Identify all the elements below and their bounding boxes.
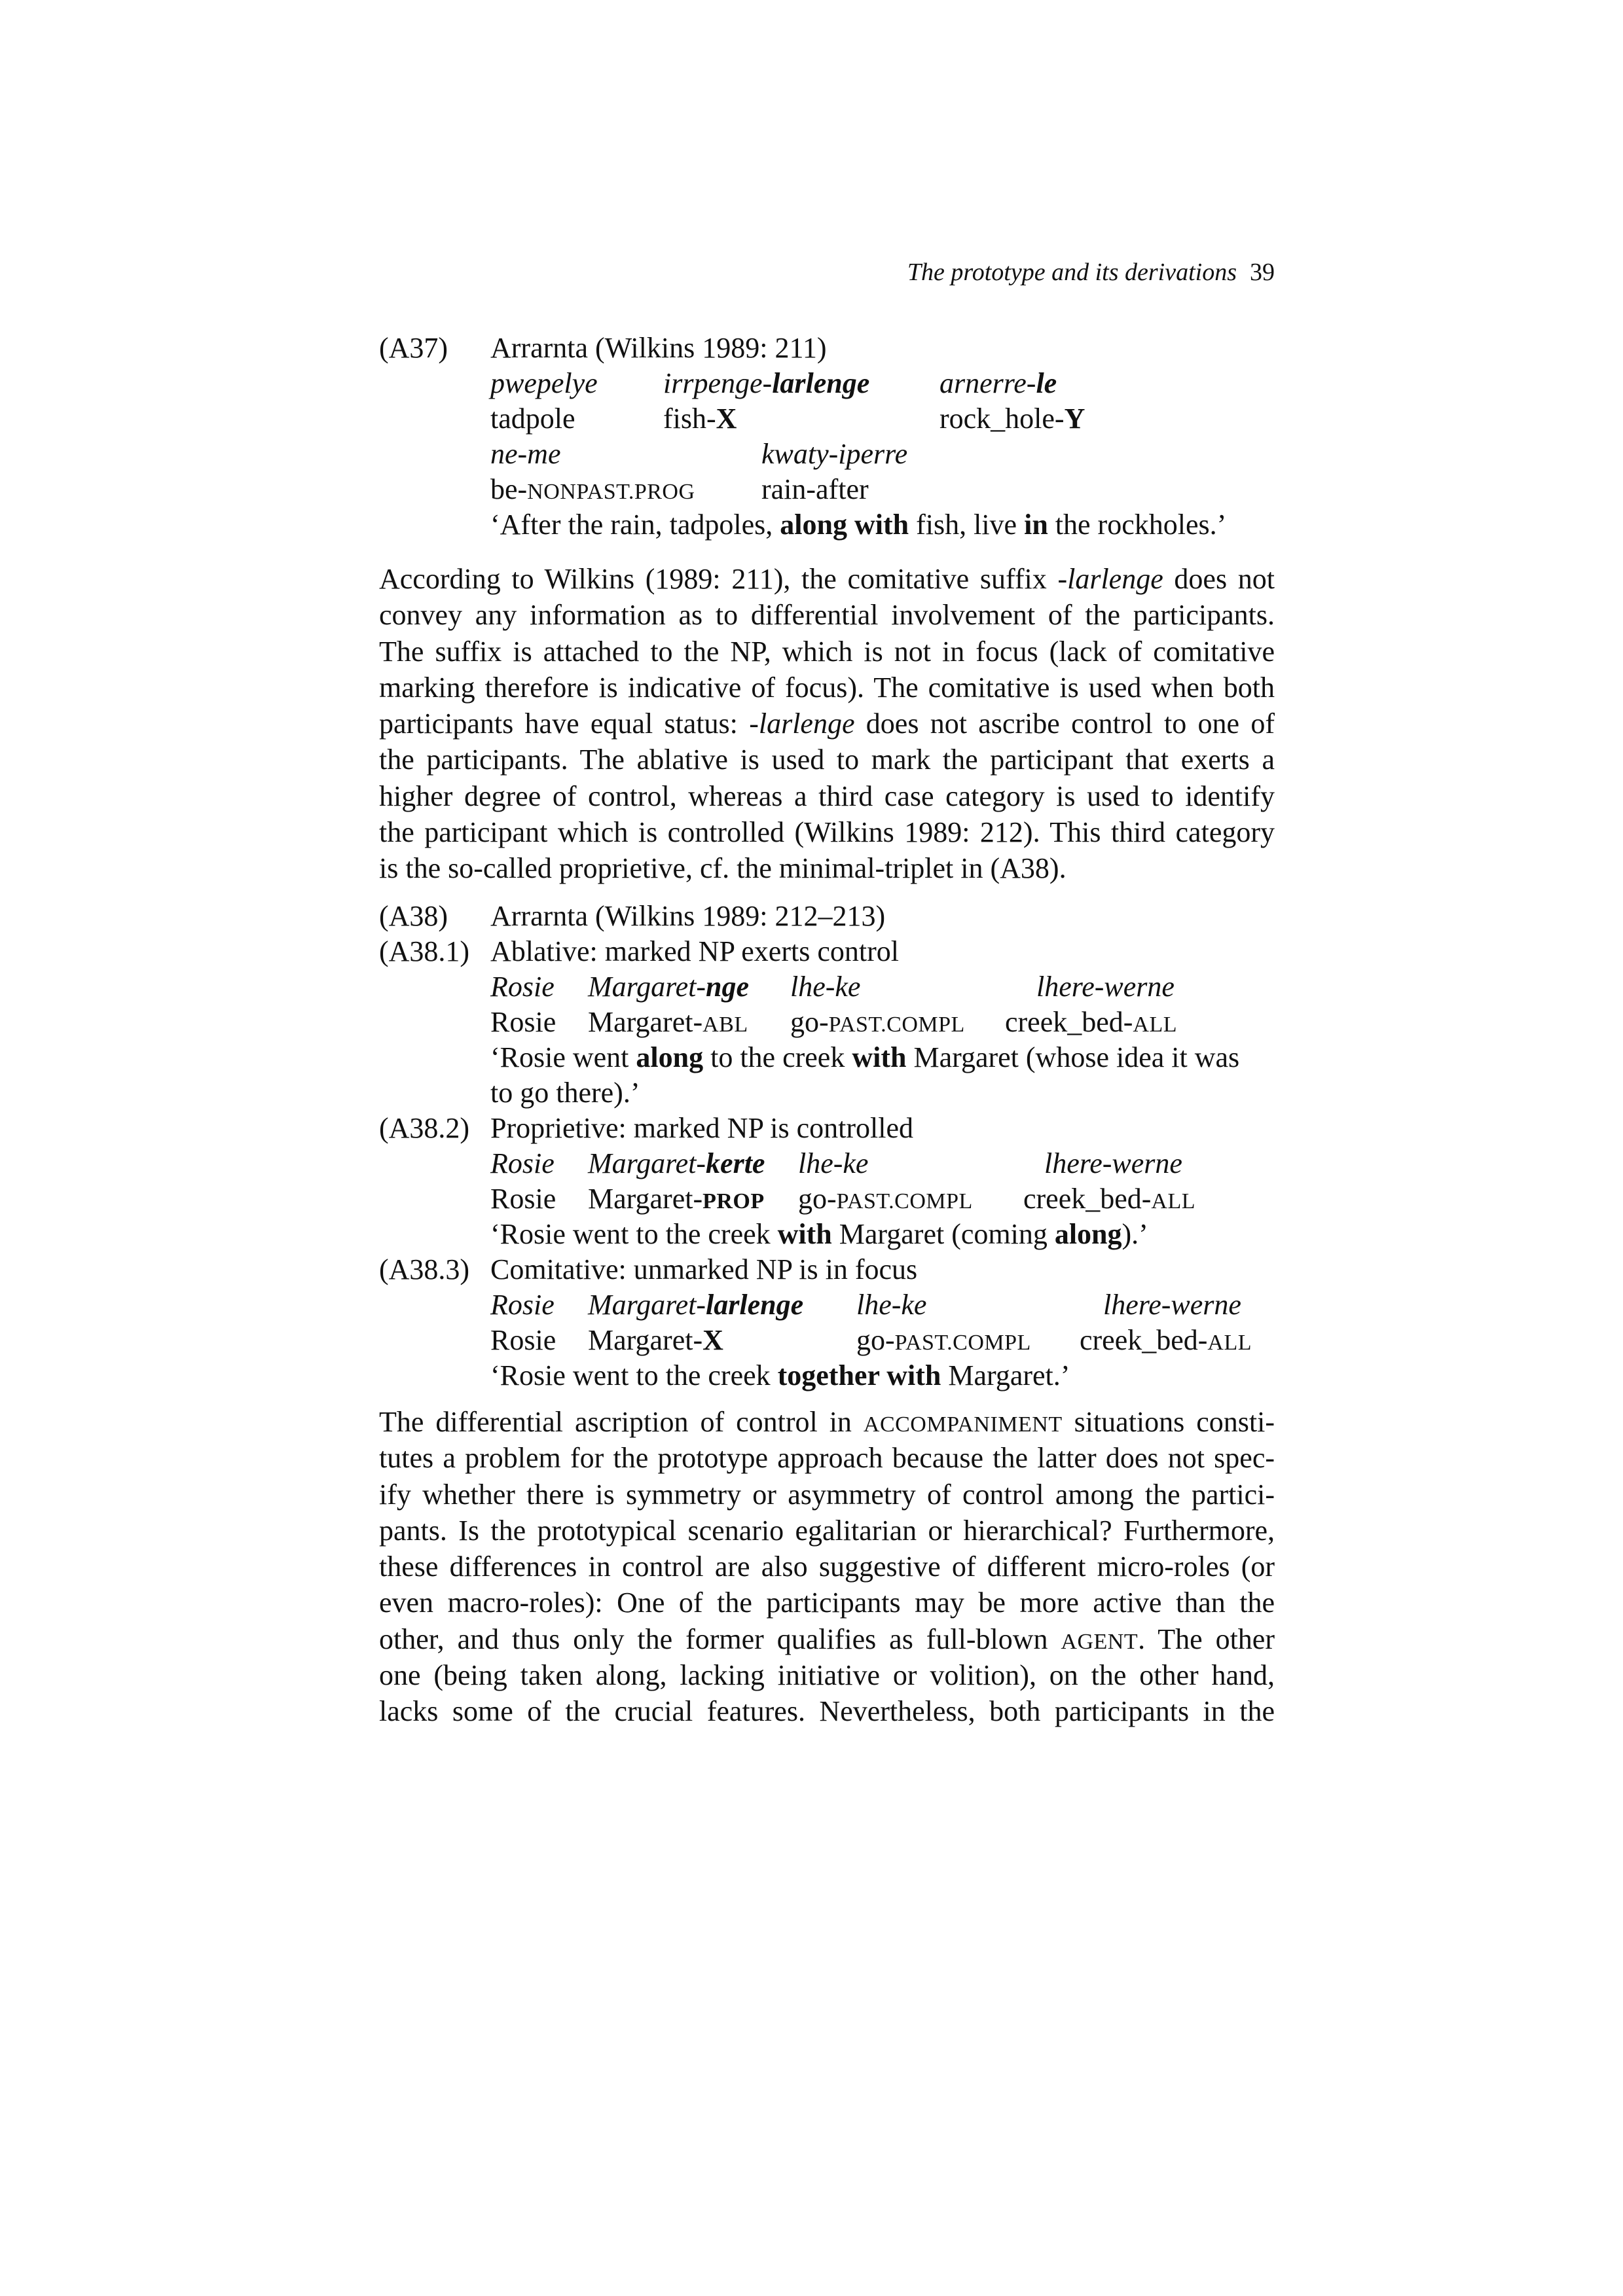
gloss-word: creek_bed-ALL: [1023, 1183, 1196, 1215]
text-line: these differences in control are also suggestive of different micro-roles (or: [379, 1551, 1275, 1583]
gloss-word: Rosie: [490, 971, 555, 1003]
text-line: marking therefore is indicative of focus). The comitative is used when both: [379, 671, 1275, 704]
gloss-word: Margaret-larlenge: [588, 1289, 804, 1321]
subexample-heading: Ablative: marked NP exerts control: [490, 935, 899, 967]
text-line: even macro-roles): One of the participants may be more active than the: [379, 1587, 1275, 1619]
gloss-word: Margaret-ABL: [588, 1006, 748, 1038]
gloss-word: lhe-ke: [790, 971, 861, 1003]
gloss-word: ne-me: [490, 438, 561, 470]
gloss-word: Rosie: [490, 1289, 555, 1321]
gloss-word: lhere-werne: [1036, 971, 1175, 1003]
gloss-word: Rosie: [490, 1006, 556, 1038]
text-line: the participants. The ablative is used to mark the participant that exerts a: [379, 744, 1275, 776]
gloss-word: tadpole: [490, 403, 575, 435]
running-head-title: The prototype and its derivations: [907, 259, 1237, 286]
gloss-word: go-PAST.COMPL: [798, 1183, 973, 1215]
gloss-word: rock_hole-Y: [939, 403, 1085, 435]
text-line: higher degree of control, whereas a third case category is used to identify: [379, 780, 1275, 812]
gloss-word: pwepelye: [490, 367, 598, 399]
subexample-label: (A38.1): [379, 935, 470, 967]
gloss-word: Margaret-nge: [588, 971, 750, 1003]
text-line: one (being taken along, lacking initiative or volition), on the other hand,: [379, 1659, 1275, 1692]
subexample-heading: Comitative: unmarked NP is in focus: [490, 1253, 918, 1285]
subexample-label: (A38.3): [379, 1253, 470, 1285]
gloss-word: Margaret-X: [588, 1324, 723, 1356]
gloss-word: go-PAST.COMPL: [856, 1324, 1031, 1356]
example-source: Arrarnta (Wilkins 1989: 212–213): [490, 900, 886, 932]
gloss-word: Rosie: [490, 1183, 556, 1215]
gloss-word: irrpenge-larlenge: [663, 367, 870, 399]
gloss-word: rain-after: [761, 473, 869, 505]
gloss-word: creek_bed-ALL: [1080, 1324, 1252, 1356]
paragraph-2: [379, 1404, 1275, 1730]
text-line: lacks some of the crucial features. Nevertheless, both participants in the: [379, 1695, 1275, 1728]
text-line: convey any information as to differential involvement of the participants.: [379, 599, 1275, 632]
subexample-heading: Proprietive: marked NP is controlled: [490, 1112, 914, 1144]
gloss-word: creek_bed-ALL: [1005, 1006, 1178, 1038]
gloss-word: Rosie: [490, 1324, 556, 1356]
example-label: (A38): [379, 900, 448, 932]
text-line: tutes a problem for the prototype approach because the latter does not spec-: [379, 1442, 1275, 1475]
gloss-word: kwaty-iperre: [761, 438, 908, 470]
gloss-word: lhe-ke: [798, 1147, 869, 1179]
gloss-word: lhere-werne: [1044, 1147, 1182, 1179]
gloss-word: go-PAST.COMPL: [790, 1006, 965, 1038]
gloss-word: Margaret-kerte: [588, 1147, 765, 1179]
paragraph-1: [379, 561, 1275, 887]
gloss-word: lhe-ke: [856, 1289, 927, 1321]
text-line: According to Wilkins (1989: 211), the comitative suffix -larlenge does not: [379, 563, 1275, 595]
example-label: (A37): [379, 332, 448, 364]
gloss-word: Margaret-PROP: [588, 1183, 765, 1215]
text-line: ify whether there is symmetry or asymmetry of control among the partici-: [379, 1478, 1275, 1511]
gloss-word: be-NONPAST.PROG: [490, 473, 695, 505]
text-line: participants have equal status: -larlenge does not ascribe control to one of: [379, 708, 1275, 740]
gloss-word: fish-X: [663, 403, 737, 435]
running-head: [379, 257, 1275, 287]
gloss-word: lhere-werne: [1103, 1289, 1241, 1321]
text-line: The differential ascription of control in ACCOMPANIMENT situations consti-: [379, 1406, 1275, 1438]
book-page: The prototype and its derivations 39 (A37) Arrarnta (Wilkins 1989: 211) pwepelye irrpenge-larlenge arnerre-le tadpole fish-X rock_hole-Y ne-me kwaty-iperre be-NONPAST.PROG rain-after ‘After the rain, tadpoles, along with fish, live in the rockholes.’ According to Wilkins (1989: 211), the comitative suffix -larlenge does not convey any information as to differential involvement of the participants. The suffix is attached to the NP, which is not in focus (lack of comitative marking therefore is indicative of focus). The comitative is used when both participants have equal status: -larlenge does not ascribe control to one of the participants. The ablative is used to mark the participant that exerts a higher degree of control, whereas a third case category is used to identify the participant which is controlled (Wilkins 1989: 212). This third category is the so-called proprietive, cf. the minimal-triplet in (A38). (A38) Arrarnta (Wilkins 1989: 212–213) (A38.1) Ablative: marked NP exerts control Rosie Margaret-nge lhe-ke lhere-werne Rosie Margaret-ABL go-PAST.COMPL creek_bed-ALL ‘Rosie went along to the creek with Margaret (whose idea it was to go there).’ (A38.2) Proprietive: marked NP is controlled Rosie Margaret-kerte lhe-ke lhere-werne Rosie Margaret-PROP go-PAST.COMPL creek_bed-ALL ‘Rosie went to the creek with Margaret (coming along).’ (A38.3) Comitative: unmarked NP is in focus Rosie Margaret-larlenge lhe-ke lhere-werne Rosie Margaret-X go-PAST.COMPL creek_bed-ALL ‘Rosie went to the creek together with Margaret.’ The differential ascription of control in ACCOMPANIMENT situations consti- tutes a problem for the prototype approach because the latter does not spec- ify whether there is symmetry or asymmetry of control among the partici- pants. Is the prototypical scenario egalitarian or hierarchical? Furthermore, these differences in control are also suggestive of different micro-roles (or even macro-roles): One of the participants may be more active than the other, and thus only the former qualifies as full-blown AGENT. The other one (being taken along, lacking initiative or volition), on the other hand, lacks some of the crucial features. Nevertheless, both participants in the: [0, 0, 1623, 2296]
text-line: other, and thus only the former qualifies as full-blown AGENT. The other: [379, 1623, 1275, 1655]
text-line: The suffix is attached to the NP, which is not in focus (lack of comitative: [379, 635, 1275, 668]
text-line: pants. Is the prototypical scenario egalitarian or hierarchical? Furthermore,: [379, 1514, 1275, 1547]
gloss-word: Rosie: [490, 1147, 555, 1179]
example-source: Arrarnta (Wilkins 1989: 211): [490, 332, 827, 364]
page-number: 39: [1250, 259, 1275, 286]
gloss-word: arnerre-le: [939, 367, 1057, 399]
text-line: the participant which is controlled (Wilkins 1989: 212). This third category: [379, 816, 1275, 849]
subexample-label: (A38.2): [379, 1112, 470, 1144]
text-line: is the so-called proprietive, cf. the minimal-triplet in (A38).: [379, 852, 1067, 885]
